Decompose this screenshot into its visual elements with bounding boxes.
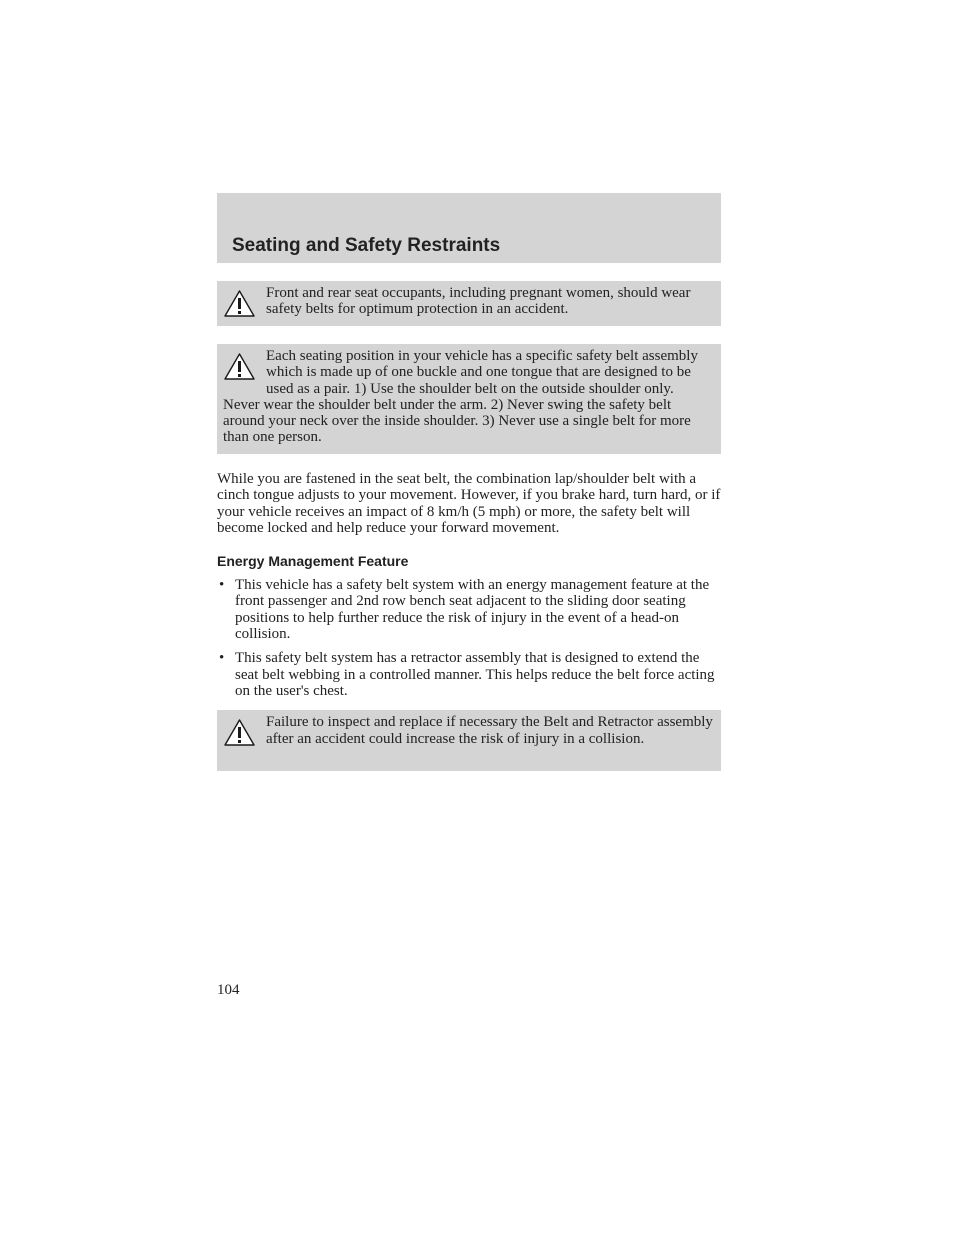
page-number: 104	[217, 982, 240, 998]
list-item-text: This safety belt system has a retractor assembly that is designed to extend the seat belt webbing in a controlled manner. This helps reduce the belt force acting on the user's chest.	[235, 650, 715, 699]
section-title: Seating and Safety Restraints	[232, 235, 501, 256]
warning-text: Front and rear seat occupants, including pregnant women, should wear safety belts for optimum protection in an accident.	[266, 285, 691, 318]
warning-text: Each seating position in your vehicle has a specific safety belt assembly which is made up of one buckle and one tongue that are designed to be used as a pair. 1) Use the shoulder belt on the outside shoulder only. Never wear the shoulder belt under the arm. 2) Never swing the safety belt around your neck over the inside shoulder. 3) Never use a single belt for more than one person.	[223, 348, 698, 446]
page-content	[217, 193, 721, 771]
bullet-dot: •	[219, 577, 225, 594]
list-item-text: This vehicle has a safety belt system with an energy management feature at the front passenger and 2nd row bench seat adjacent to the sliding door seating positions to help further reduce the risk of injury in the event of a head-on collision.	[235, 577, 710, 643]
warning-triangle-icon	[223, 718, 256, 748]
warning-box-occupants	[217, 281, 721, 326]
warning-box-retractor	[217, 710, 721, 771]
seat-belt-paragraph: While you are fastened in the seat belt, the combination lap/shoulder belt with a cinch tongue adjusts to your movement. However, if you brake hard, turn hard, or if your vehicle receives an impact of 8 km/h (5 mph) or more, the safety belt will become locked and help reduce your forward movement.	[217, 471, 721, 536]
section-header-band	[217, 193, 721, 263]
energy-management-heading: Energy Management Feature	[217, 553, 409, 570]
list-item	[217, 577, 721, 642]
warning-triangle-icon	[223, 352, 256, 382]
warning-box-belt-assembly	[217, 344, 721, 454]
warning-text: Failure to inspect and replace if necessary the Belt and Retractor assembly after an accident could increase the risk of injury in a collision.	[266, 714, 713, 747]
energy-management-list	[217, 577, 721, 699]
bullet-dot: •	[219, 650, 225, 667]
warning-triangle-icon	[223, 289, 256, 319]
list-item	[217, 650, 721, 699]
